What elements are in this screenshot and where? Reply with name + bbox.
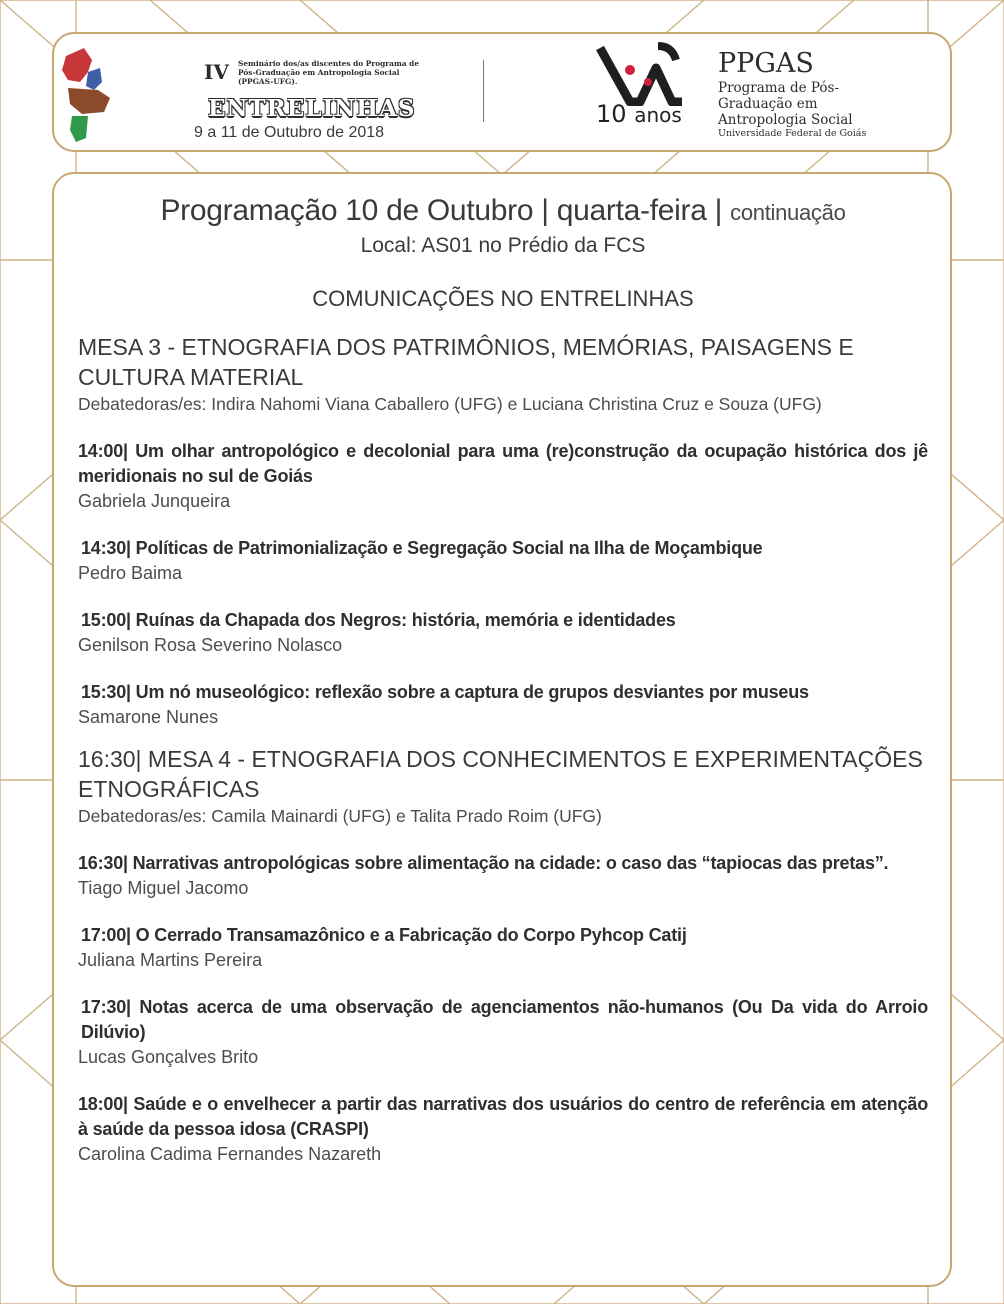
schedule-panel	[52, 172, 952, 1287]
talk-title: 17:30| Notas acerca de uma observação de agenciamentos não-humanos (Ou Da vida do Arroio Dilúvio)	[81, 997, 928, 1042]
page-title	[78, 194, 928, 228]
seminar-description: Seminário dos/as discentes do Programa de Pós-Graduação em Antropologia Social (PPGAS-UFG).	[238, 59, 420, 86]
talk-title: 16:30| Narrativas antropológicas sobre alimentação na cidade: o caso das “tapiocas das pretas”.	[78, 853, 889, 873]
ppgas-10-anos-logo-icon	[596, 42, 688, 106]
program-full-name: Programa de Pós-Graduação em Antropologia Social	[718, 80, 853, 128]
mesa-4-debaters: Debatedoras/es: Camila Mainardi (UFG) e Talita Prado Roim (UFG)	[78, 806, 602, 826]
event-dates: 9 a 11 de Outubro de 2018	[194, 124, 385, 141]
talk-author: Carolina Cadima Fernandes Nazareth	[78, 1144, 382, 1164]
schedule-item	[78, 1092, 928, 1167]
program-acronym: PPGAS	[718, 48, 814, 79]
page-title-suffix: continuação	[730, 200, 846, 225]
entrelinhas-logo-icon	[58, 42, 138, 146]
page-title-main: Programação 10 de Outubro | quarta-feira |	[160, 194, 723, 227]
talk-author: Tiago Miguel Jacomo	[78, 878, 249, 898]
talk-title: 17:00| O Cerrado Transamazônico e a Fabricação do Corpo Pyhcop Catij	[81, 925, 687, 945]
talk-author: Lucas Gonçalves Brito	[78, 1047, 259, 1067]
talk-author: Juliana Martins Pereira	[78, 950, 263, 970]
schedule-item	[78, 923, 928, 973]
mesa-3-debaters: Debatedoras/es: Indira Nahomi Viana Caballero (UFG) e Luciana Christina Cruz e Souza (UFG)	[78, 394, 822, 414]
schedule-item	[78, 851, 928, 901]
anniversary-number: 10	[596, 100, 627, 128]
schedule-item	[78, 439, 928, 514]
header-banner	[52, 32, 952, 152]
talk-author: Genilson Rosa Severino Nolasco	[78, 635, 343, 655]
talk-title: 14:00| Um olhar antropológico e decolonial para uma (re)construção da ocupação histórica dos jê meridionais no sul de Goiás	[78, 441, 928, 486]
talk-title: 15:00| Ruínas da Chapada dos Negros: história, memória e identidades	[81, 610, 676, 630]
schedule-item	[78, 995, 928, 1070]
seminar-number: IV	[204, 60, 229, 84]
location: Local: AS01 no Prédio da FCS	[360, 234, 646, 257]
talk-author: Gabriela Junqueira	[78, 491, 231, 511]
mesa-3-title: MESA 3 - ETNOGRAFIA DOS PATRIMÔNIOS, MEMÓRIAS, PAISAGENS E CULTURA MATERIAL	[78, 334, 854, 390]
schedule-item	[78, 680, 928, 730]
talk-author: Pedro Baima	[78, 563, 183, 583]
university-name: Universidade Federal de Goiás	[718, 128, 867, 139]
talk-title: 15:30| Um nó museológico: reflexão sobre a captura de grupos desviantes por museus	[81, 682, 809, 702]
header-divider	[483, 60, 484, 122]
event-name: ENTRELINHAS	[208, 95, 416, 122]
talk-title: 14:30| Políticas de Patrimonialização e Segregação Social na Ilha de Moçambique	[81, 538, 763, 558]
mesa-4-title: 16:30| MESA 4 - ETNOGRAFIA DOS CONHECIMENTOS E EXPERIMENTAÇÕES ETNOGRÁFICAS	[78, 746, 923, 802]
talk-author: Samarone Nunes	[78, 707, 219, 727]
talk-title: 18:00| Saúde e o envelhecer a partir das narrativas dos usuários do centro de referência em atenção à saúde da pessoa idosa (CRASPI)	[78, 1094, 928, 1139]
anniversary-word: anos	[634, 103, 682, 127]
anniversary-label	[596, 100, 682, 128]
schedule-item	[78, 536, 928, 586]
schedule-item	[78, 608, 928, 658]
section-title: COMUNICAÇÕES NO ENTRELINHAS	[312, 286, 694, 311]
